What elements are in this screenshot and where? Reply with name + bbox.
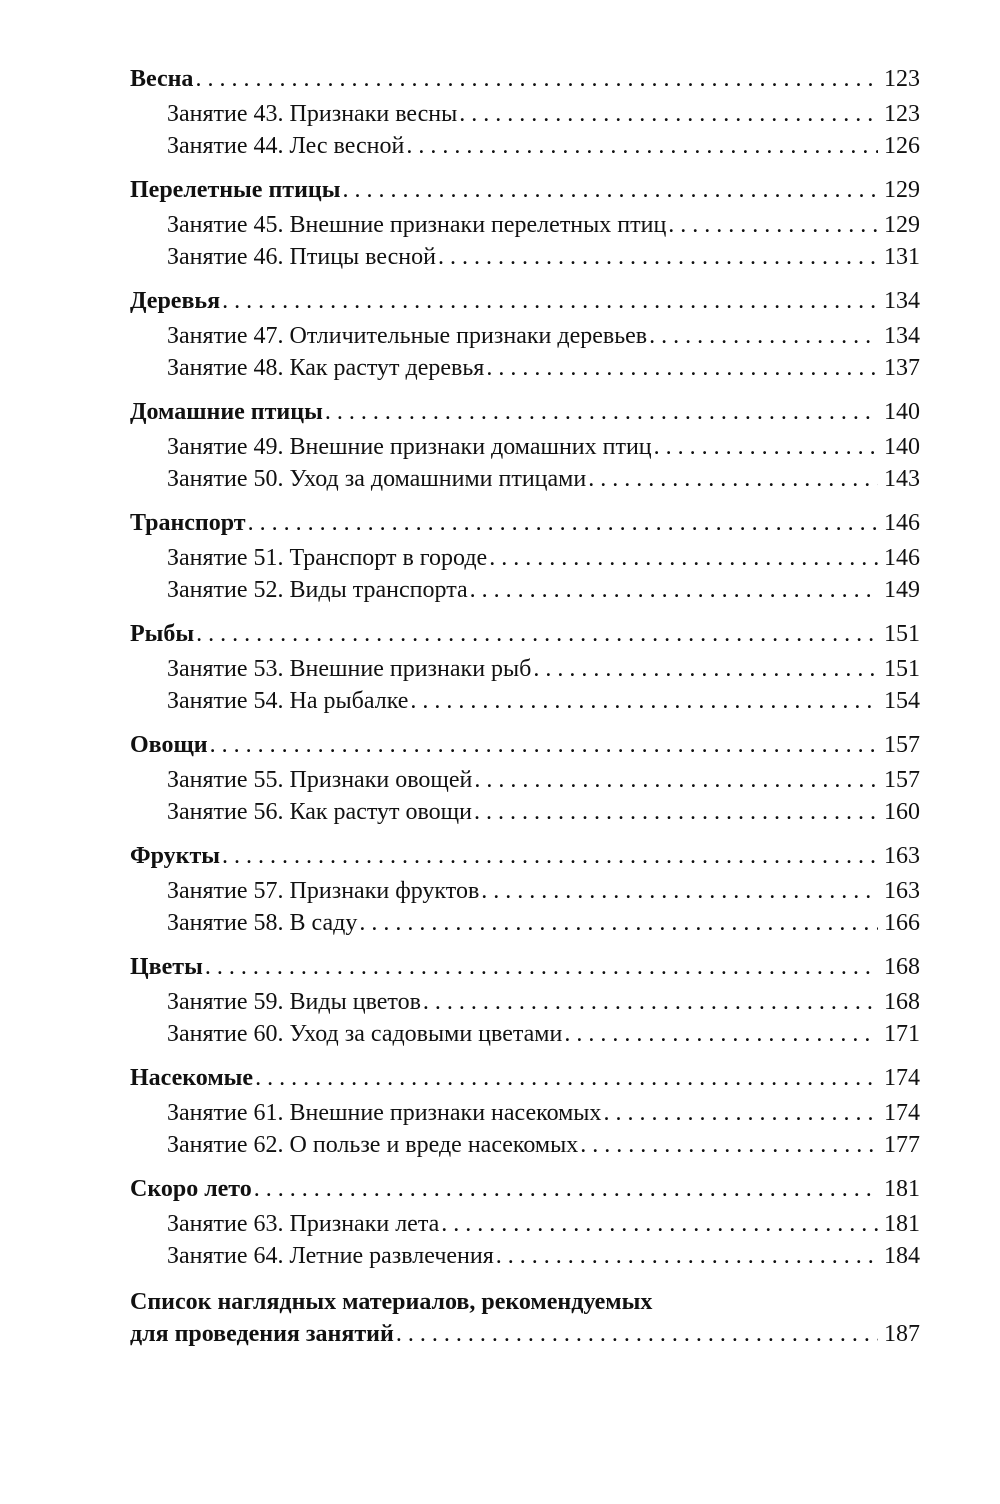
dot-leader <box>654 431 878 463</box>
dot-leader <box>342 171 878 209</box>
page-number: 157 <box>884 732 920 758</box>
section-heading[interactable] <box>130 393 920 431</box>
toc-section <box>130 393 920 495</box>
page-number: 134 <box>884 288 920 314</box>
lesson-title: Занятие 51. Транспорт в городе <box>167 545 488 571</box>
dot-leader <box>196 615 878 653</box>
dot-leader <box>254 1170 878 1208</box>
dot-leader <box>222 282 878 320</box>
dot-leader <box>496 1240 878 1272</box>
lesson-entry[interactable] <box>130 796 920 828</box>
toc-section <box>130 1059 920 1161</box>
dot-leader <box>441 1208 878 1240</box>
section-title: Цветы <box>130 954 203 980</box>
dot-leader <box>533 653 878 685</box>
lesson-entry[interactable] <box>130 1240 920 1272</box>
section-heading[interactable] <box>130 726 920 764</box>
lesson-title: Занятие 45. Внешние признаки перелетных птиц <box>167 212 667 238</box>
dot-leader <box>459 98 878 130</box>
section-title: Насекомые <box>130 1065 254 1091</box>
page-number: 174 <box>884 1100 920 1126</box>
lesson-entry[interactable] <box>130 1097 920 1129</box>
lesson-entry[interactable] <box>130 542 920 574</box>
dot-leader <box>210 726 878 764</box>
lesson-title: Занятие 63. Признаки лета <box>167 1211 440 1237</box>
dot-leader <box>588 463 878 495</box>
lesson-entry[interactable] <box>130 209 920 241</box>
page-number: 146 <box>884 510 920 536</box>
lesson-entry[interactable] <box>130 574 920 606</box>
page-number: 129 <box>884 177 920 203</box>
page-number: 129 <box>884 212 920 238</box>
lesson-title: Занятие 56. Как растут овощи <box>167 799 473 825</box>
dot-leader <box>195 60 878 98</box>
toc-section <box>130 948 920 1050</box>
page-number: 149 <box>884 577 920 603</box>
page-number: 154 <box>884 688 920 714</box>
final-entry-line2-row <box>130 1318 920 1350</box>
page-number: 168 <box>884 989 920 1015</box>
dot-leader <box>564 1018 878 1050</box>
lesson-entry[interactable] <box>130 1129 920 1161</box>
toc-section <box>130 726 920 828</box>
dot-leader <box>489 542 878 574</box>
toc-section <box>130 60 920 162</box>
table-of-contents <box>130 60 920 1350</box>
section-heading[interactable] <box>130 837 920 875</box>
page-number: 140 <box>884 434 920 460</box>
lesson-entry[interactable] <box>130 685 920 717</box>
lesson-entry[interactable] <box>130 320 920 352</box>
lesson-title: Занятие 59. Виды цветов <box>167 989 421 1015</box>
dot-leader <box>649 320 878 352</box>
lesson-title: Занятие 50. Уход за домашними птицами <box>167 466 587 492</box>
lesson-title: Занятие 44. Лес весной <box>167 133 405 159</box>
section-heading[interactable] <box>130 615 920 653</box>
page-number: 140 <box>884 399 920 425</box>
page-number: 171 <box>884 1021 920 1047</box>
page-number: 123 <box>884 66 920 92</box>
page-number: 157 <box>884 767 920 793</box>
section-title: Деревья <box>130 288 221 314</box>
section-title: Овощи <box>130 732 208 758</box>
lesson-title: Занятие 52. Виды транспорта <box>167 577 468 603</box>
final-entry-line1: Список наглядных материалов, рекомендуемых <box>130 1289 653 1315</box>
section-title: Транспорт <box>130 510 246 536</box>
lesson-title: Занятие 53. Внешние признаки рыб <box>167 656 532 682</box>
final-entry[interactable] <box>130 1286 920 1350</box>
lesson-title: Занятие 47. Отличительные признаки деревьев <box>167 323 648 349</box>
page-number: 163 <box>884 878 920 904</box>
section-heading[interactable] <box>130 1170 920 1208</box>
page-number: 184 <box>884 1243 920 1269</box>
page-number: 174 <box>884 1065 920 1091</box>
page-number: 143 <box>884 466 920 492</box>
dot-leader <box>406 130 878 162</box>
lesson-entry[interactable] <box>130 764 920 796</box>
dot-leader <box>222 837 878 875</box>
page-number: 177 <box>884 1132 920 1158</box>
dot-leader <box>481 875 878 907</box>
dot-leader <box>359 907 878 939</box>
lesson-title: Занятие 54. На рыбалке <box>167 688 409 714</box>
lesson-title: Занятие 57. Признаки фруктов <box>167 878 480 904</box>
section-title: Перелетные птицы <box>130 177 341 203</box>
dot-leader <box>396 1318 878 1350</box>
dot-leader <box>255 1059 878 1097</box>
dot-leader <box>325 393 878 431</box>
section-heading[interactable] <box>130 1059 920 1097</box>
lesson-title: Занятие 60. Уход за садовыми цветами <box>167 1021 563 1047</box>
page-number: 181 <box>884 1176 920 1202</box>
section-title: Домашние птицы <box>130 399 323 425</box>
dot-leader <box>205 948 878 986</box>
page-number: 151 <box>884 621 920 647</box>
page-number: 131 <box>884 244 920 270</box>
section-heading[interactable] <box>130 282 920 320</box>
section-title: Скоро лето <box>130 1176 252 1202</box>
page-number: 166 <box>884 910 920 936</box>
section-title: Рыбы <box>130 621 195 647</box>
page-number: 126 <box>884 133 920 159</box>
dot-leader <box>438 241 878 273</box>
lesson-title: Занятие 43. Признаки весны <box>167 101 458 127</box>
lesson-entry[interactable] <box>130 431 920 463</box>
section-heading[interactable] <box>130 171 920 209</box>
dot-leader <box>580 1129 878 1161</box>
lesson-entry[interactable] <box>130 986 920 1018</box>
dot-leader <box>668 209 878 241</box>
lesson-title: Занятие 58. В саду <box>167 910 358 936</box>
dot-leader <box>248 504 878 542</box>
toc-section <box>130 837 920 939</box>
dot-leader <box>470 574 878 606</box>
toc-section <box>130 1170 920 1272</box>
lesson-entry[interactable] <box>130 98 920 130</box>
toc-section <box>130 171 920 273</box>
lesson-entry[interactable] <box>130 241 920 273</box>
toc-section <box>130 615 920 717</box>
lesson-entry[interactable] <box>130 1018 920 1050</box>
page-number: 146 <box>884 545 920 571</box>
dot-leader <box>603 1097 878 1129</box>
dot-leader <box>474 764 878 796</box>
section-heading[interactable] <box>130 948 920 986</box>
page-number: 187 <box>884 1321 920 1347</box>
lesson-entry[interactable] <box>130 1208 920 1240</box>
page-number: 160 <box>884 799 920 825</box>
section-heading[interactable] <box>130 60 920 98</box>
dot-leader <box>410 685 878 717</box>
section-title: Весна <box>130 66 194 92</box>
lesson-entry[interactable] <box>130 907 920 939</box>
page-number: 134 <box>884 323 920 349</box>
lesson-title: Занятие 49. Внешние признаки домашних птиц <box>167 434 652 460</box>
final-entry-line2: для проведения занятий <box>130 1321 394 1347</box>
lesson-title: Занятие 46. Птицы весной <box>167 244 436 270</box>
section-heading[interactable] <box>130 504 920 542</box>
dot-leader <box>423 986 878 1018</box>
dot-leader <box>486 352 878 384</box>
toc-section <box>130 282 920 384</box>
page-number: 137 <box>884 355 920 381</box>
lesson-entry[interactable] <box>130 875 920 907</box>
lesson-entry[interactable] <box>130 352 920 384</box>
section-title: Фрукты <box>130 843 220 869</box>
page-number: 168 <box>884 954 920 980</box>
lesson-title: Занятие 61. Внешние признаки насекомых <box>167 1100 602 1126</box>
lesson-title: Занятие 62. О пользе и вреде насекомых <box>167 1132 579 1158</box>
page-number: 181 <box>884 1211 920 1237</box>
lesson-title: Занятие 55. Признаки овощей <box>167 767 473 793</box>
page-number: 151 <box>884 656 920 682</box>
lesson-entry[interactable] <box>130 130 920 162</box>
page-number: 163 <box>884 843 920 869</box>
dot-leader <box>474 796 878 828</box>
lesson-title: Занятие 48. Как растут деревья <box>167 355 485 381</box>
page-number: 123 <box>884 101 920 127</box>
lesson-entry[interactable] <box>130 653 920 685</box>
lesson-entry[interactable] <box>130 463 920 495</box>
lesson-title: Занятие 64. Летние развлечения <box>167 1243 494 1269</box>
toc-section <box>130 504 920 606</box>
